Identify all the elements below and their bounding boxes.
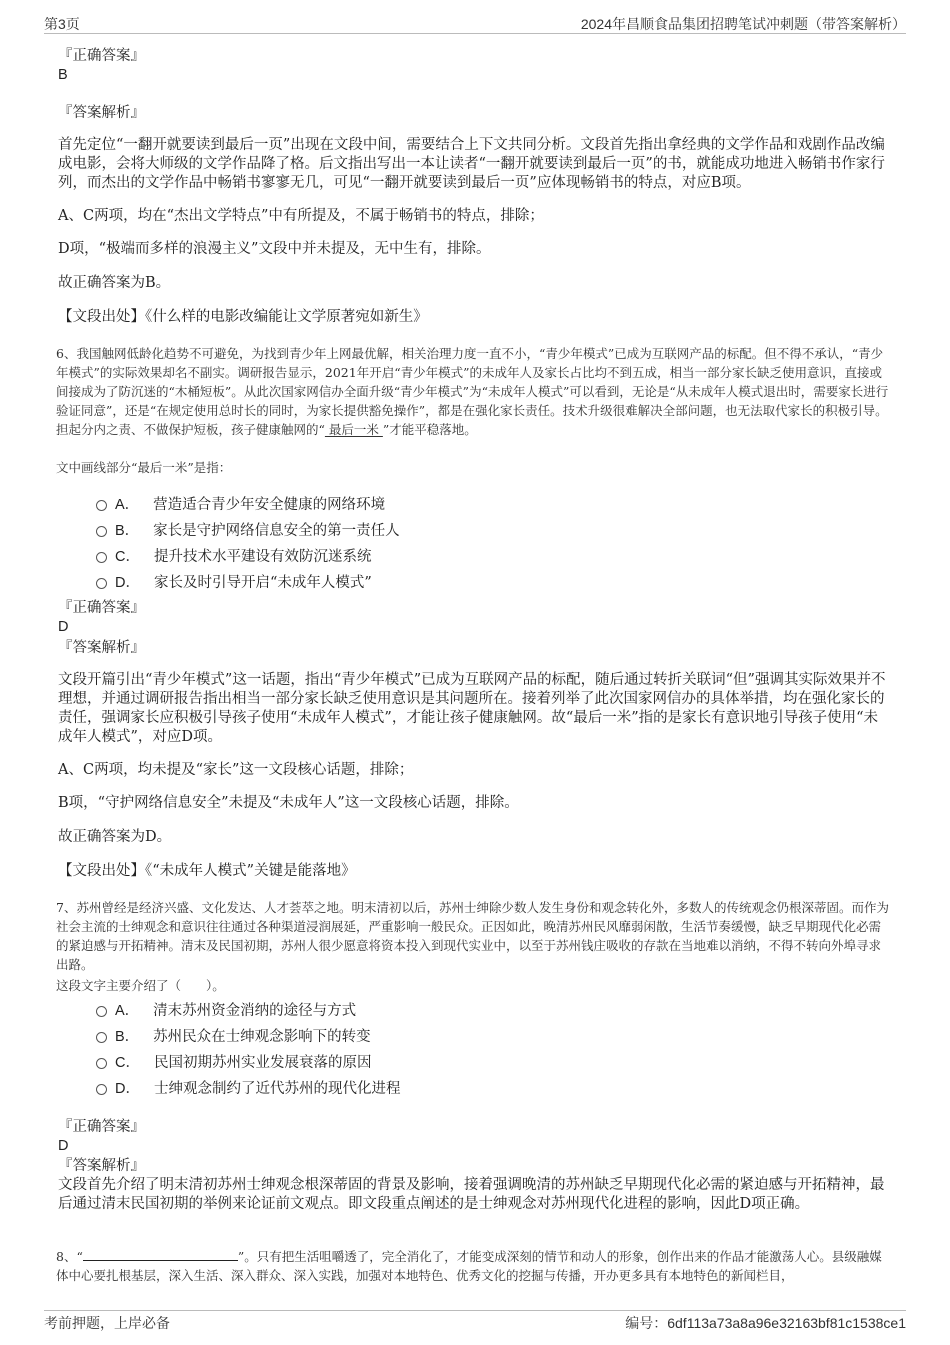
radio-icon[interactable] <box>96 552 107 563</box>
option-text: 家长及时引导开启“未成年人模式” <box>153 575 372 591</box>
question-stem-end: ”才能平稳落地。 <box>382 422 477 437</box>
option-letter: C． <box>115 1055 140 1071</box>
correct-answer-label: 『正确答案』 <box>58 600 145 616</box>
analysis-paragraph: D项，“极端而多样的浪漫主义”文段中并未提及，无中生有，排除。 <box>58 241 491 257</box>
analysis-paragraph: 首先定位“一翻开就要读到最后一页”出现在文段中间，需要结合上下文共同分析。文段首先指出拿经典的文学作品和戏剧作品改编成电影，会将大师级的文学作品降了格。后文指出写出一本让读者“一翻开就要读到最后一页”的书，就能成功地进入畅销书作家行列，而杰出的文学作品中畅销书寥寥无几，可见“一翻开就要读到最后一页”应体现畅销书的特点，对应B项。 <box>58 137 885 191</box>
question-stem-prefix: 8、“ <box>56 1249 83 1264</box>
option-c[interactable] <box>96 1051 371 1072</box>
question-stem-text: 6、我国触网低龄化趋势不可避免，为找到青少年上网最优解，相关治理力度一直不小，“青少年模式”已成为互联网产品的标配。但不得不承认，“青少年模式”的实际效果却名不副实。调研报告显示，2021年开启“青少年模式”的未成年人及家长占比均不到五成，相当一部分家长缺乏使用意识，直接或间接成为了防沉迷的“木桶短板”。从此次国家网信办全面升级“青少年模式”为“未成年人模式”可以看到，无论是“从未成年人模式退出时，需要家长进行验证同意”，还是“在规定使用总时长的同时，为家长提供豁免操作”，都是在强化家长责任。技术升级很难解决全部问题，也无法取代家长的积极引导。担起分内之责、不做保护短板，孩子健康触网的“ <box>56 346 889 437</box>
analysis-paragraph: 文段开篇引出“青少年模式”这一话题，指出“青少年模式”已成为互联网产品的标配，随后通过转折关联词“但”强调其实际效果并不理想，并通过调研报告指出相当一部分家长缺乏使用意识是其问题所在。接着列举了此次国家网信办的具体举措，均在强化家长的责任，强调家长应积极引导孩子使用“未成年人模式”，才能让孩子健康触网。故“最后一米”指的是家长有意识地引导孩子使用“未成年人模式”，对应D项。 <box>58 672 886 745</box>
header-divider <box>44 33 906 34</box>
option-b[interactable] <box>96 519 400 540</box>
correct-answer-label: 『正确答案』 <box>58 48 145 64</box>
option-text: 民国初期苏州实业发展衰落的原因 <box>153 1055 372 1071</box>
option-letter: A． <box>115 497 140 513</box>
option-d[interactable] <box>96 1077 400 1098</box>
analysis-label: 『答案解析』 <box>58 105 145 121</box>
option-letter: A． <box>115 1003 140 1019</box>
analysis-paragraph: 故正确答案为D。 <box>58 829 172 845</box>
option-b[interactable] <box>96 1025 371 1046</box>
question-prompt: 这段文字主要介绍了（ ）。 <box>56 978 225 993</box>
analysis-label: 『答案解析』 <box>58 1158 145 1174</box>
footer-slogan: 考前押题，上岸必备 <box>44 1315 170 1331</box>
underlined-phrase: 最后一米 <box>324 422 383 437</box>
option-text: 苏州民众在士绅观念影响下的转变 <box>153 1029 371 1045</box>
document-code: 编号：6df113a73a8a96e32163bf81c1538ce1 <box>625 1315 906 1331</box>
option-text: 营造适合青少年安全健康的网络环境 <box>153 497 386 513</box>
correct-answer-value: B <box>58 67 68 83</box>
correct-answer-value: D <box>58 1138 69 1154</box>
option-d[interactable] <box>96 571 372 592</box>
correct-answer-value: D <box>58 619 69 635</box>
correct-answer-label: 『正确答案』 <box>58 1119 145 1135</box>
fill-in-blank[interactable] <box>83 1248 238 1261</box>
question-prompt: 文中画线部分“最后一米”是指： <box>56 460 232 475</box>
option-a[interactable] <box>96 493 385 514</box>
analysis-paragraph: A、C两项，均在“杰出文学特点”中有所提及，不属于畅销书的特点，排除； <box>58 208 544 224</box>
radio-icon[interactable] <box>96 1006 107 1017</box>
page-number: 第3页 <box>44 16 80 32</box>
footer-divider <box>44 1310 906 1311</box>
question-stem <box>56 344 892 439</box>
radio-icon[interactable] <box>96 578 107 589</box>
option-letter: B． <box>115 1029 140 1045</box>
option-letter: D． <box>115 1081 140 1097</box>
option-letter: D． <box>115 575 140 591</box>
radio-icon[interactable] <box>96 526 107 537</box>
question-stem: 7、苏州曾经是经济兴盛、文化发达、人才荟萃之地。明末清初以后，苏州士绅除少数人发生身份和观念转化外，多数人的传统观念仍根深蒂固。而作为社会主流的士绅观念和意识往往通过各种渠道浸润展延，严重影响一般民众。正因如此，晚清苏州民风靡弱闲散，生活节奏缓慢，缺乏早期现代化必需的紧迫感与开拓精神。清末及民国初期，苏州人很少愿意将资本投入到现代实业中，以至于苏州钱庄吸收的存款在当地难以消纳，不得不转向外埠寻求出路。 <box>56 900 889 972</box>
question-stem <box>56 1247 892 1285</box>
radio-icon[interactable] <box>96 1084 107 1095</box>
document-title: 2024年昌顺食品集团招聘笔试冲刺题（带答案解析） <box>580 16 906 32</box>
option-text: 清末苏州资金消纳的途径与方式 <box>153 1003 357 1019</box>
analysis-label: 『答案解析』 <box>58 640 145 656</box>
radio-icon[interactable] <box>96 1058 107 1069</box>
option-text: 士绅观念制约了近代苏州的现代化进程 <box>153 1081 401 1097</box>
analysis-paragraph: A、C两项，均未提及“家长”这一文段核心话题，排除； <box>58 762 414 778</box>
option-letter: C． <box>115 549 140 565</box>
option-text: 提升技术水平建设有效防沉迷系统 <box>153 549 372 565</box>
option-letter: B． <box>115 523 140 539</box>
analysis-paragraph: 文段首先介绍了明末清初苏州士绅观念根深蒂固的背景及影响，接着强调晚清的苏州缺乏早期现代化必需的紧迫感与开拓精神，最后通过清末民国初期的举例来论证前文观点。即文段重点阐述的是士绅观念对苏州现代化进程的影响，因此D项正确。 <box>58 1177 885 1212</box>
radio-icon[interactable] <box>96 500 107 511</box>
radio-icon[interactable] <box>96 1032 107 1043</box>
option-text: 家长是守护网络信息安全的第一责任人 <box>153 523 400 539</box>
question-stem-text: ”。只有把生活咀嚼透了，完全消化了，才能变成深刻的情节和动人的形象，创作出来的作品才能激荡人心。县级融媒体中心要扎根基层，深入生活、深入群众、深入实践，加强对本地特色、优秀文化的挖掘与传播，开办更多具有本地特色的新闻栏目， <box>56 1249 882 1283</box>
source-citation: 【文段出处】《“未成年人模式”关键是能落地》 <box>58 863 356 879</box>
analysis-paragraph: 故正确答案为B。 <box>58 275 171 291</box>
option-c[interactable] <box>96 545 371 566</box>
option-a[interactable] <box>96 999 356 1020</box>
source-citation: 【文段出处】《什么样的电影改编能让文学原著宛如新生》 <box>58 309 428 325</box>
analysis-paragraph: B项，“守护网络信息安全”未提及“未成年人”这一文段核心话题，排除。 <box>58 795 519 811</box>
